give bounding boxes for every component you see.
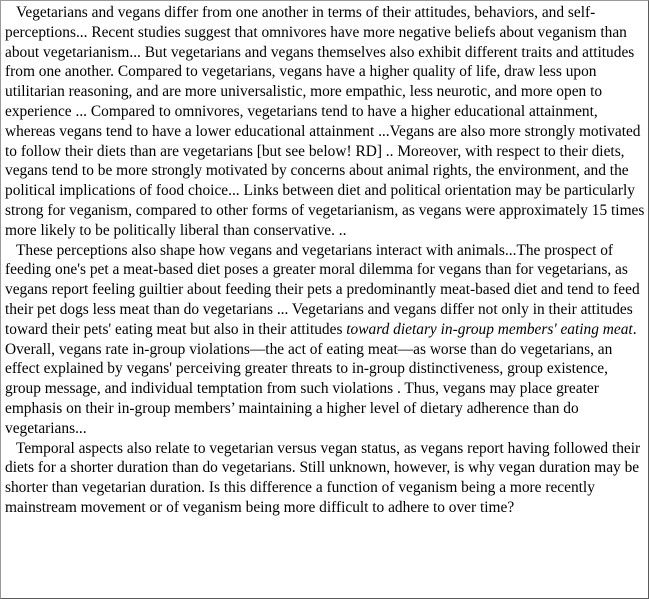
paragraph-2 <box>5 241 645 439</box>
paragraph-2-text-after: . Overall, vegans rate in-group violations—the act of eating meat—as worse than do vegetarians, an effect explained by vegans' perceiving greater threats to in-group distinctiveness, group existence, group message, and individual temptation from such violations . Thus, vegans may place greater emphasis on their in-group members’ maintaining a higher level of dietary adherence than do vegetarians... <box>5 320 637 437</box>
paragraph-2-italic-phrase: toward dietary in-group members' eating meat <box>346 320 633 338</box>
document-body <box>5 3 645 518</box>
paragraph-2-text-before: These perceptions also shape how vegans and vegetarians interact with animals...The prospect of feeding one's pet a meat-based diet poses a greater moral dilemma for vegans than for vegetarians, as vegans report feeling guiltier about feeding their pets a predominantly meat-based diet and tend to feed their pet dogs less meat than do vegetarians ... Vegetarians and vegans differ not only in their attitudes toward their pets' eating meat but also in their attitudes <box>5 241 640 338</box>
paragraph-3: Temporal aspects also relate to vegetarian versus vegan status, as vegans report having followed their diets for a shorter duration than do vegetarians. Still unknown, however, is why vegan duration may be shorter than vegetarian duration. Is this difference a function of veganism being a more recently mainstream movement or of veganism being more difficult to adhere to over time? <box>5 439 641 516</box>
paragraph-1: Vegetarians and vegans differ from one another in terms of their attitudes, behaviors, and self-perceptions... Recent studies suggest that omnivores have more negative beliefs about veganism than about vegetarianism... But vegetarians and vegans themselves also exhibit different traits and attitudes from one another. Compared to vegetarians, vegans have a higher quality of life, draw less upon utilitarian reasoning, and are more universalistic, more empathic, less neurotic, and more open to experience ... Compared to omnivores, vegetarians tend to have a higher educational attainment, whereas vegans tend to have a lower educational attainment ...Vegans are also more strongly motivated to follow their diets than are vegetarians [but see below! RD] .. Moreover, with respect to their diets, vegans tend to be more strongly motivated by concerns about animal rights, the environment, and the political implications of food choice... Links between diet and political orientation may be particularly strong for veganism, compared to other forms of vegetarianism, as vegans were approximately 15 times more likely to be politically liberal than conservative. .. <box>5 4 645 239</box>
